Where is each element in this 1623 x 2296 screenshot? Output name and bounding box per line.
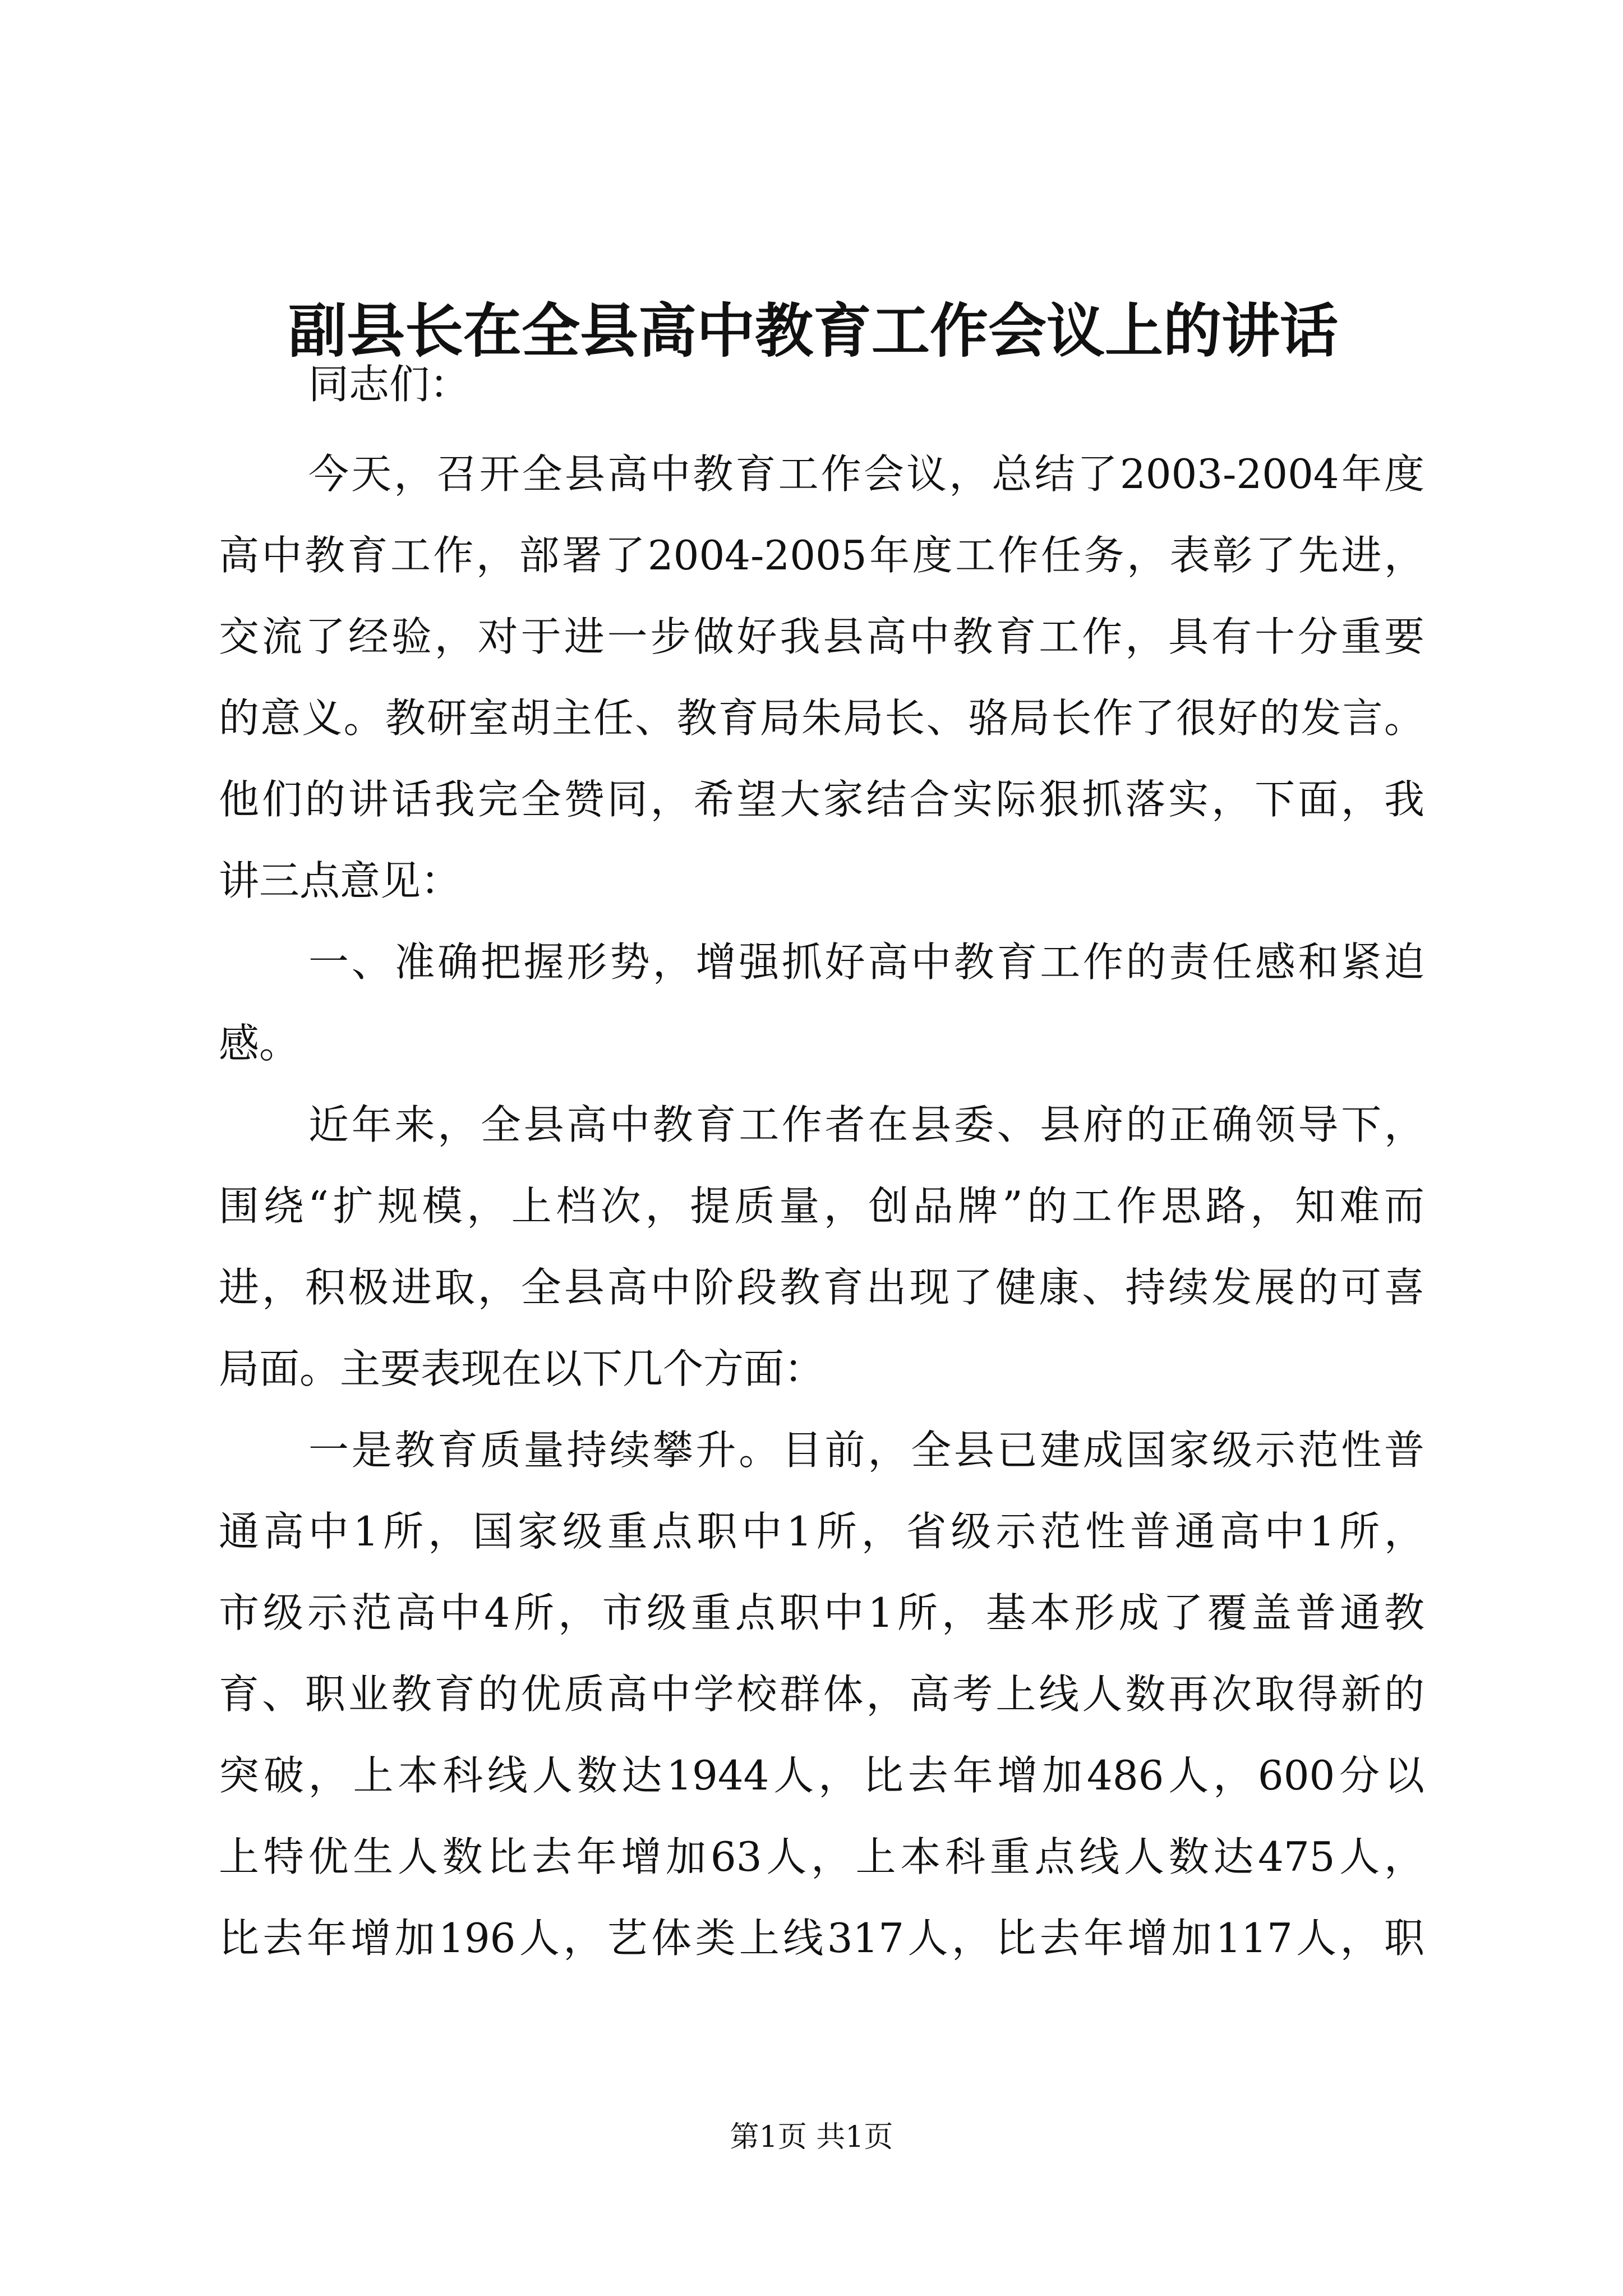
paragraph-line: 同志们： [308, 361, 471, 408]
paragraph-line: 交流了经验，对于进一步做好我县高中教育工作，具有十分重要 [219, 613, 1424, 660]
paragraph-line: 一、准确把握形势，增强抓好高中教育工作的责任感和紧迫 [308, 938, 1424, 986]
paragraph-line: 通高中1所，国家级重点职中1所，省级示范性普通高中1所， [219, 1508, 1424, 1555]
paragraph-line: 的意义。教研室胡主任、教育局朱局长、骆局长作了很好的发言。 [219, 694, 1424, 742]
paragraph-line: 局面。主要表现在以下几个方面： [219, 1345, 825, 1392]
paragraph-line: 讲三点意见： [219, 857, 462, 904]
paragraph-line: 近年来，全县高中教育工作者在县委、县府的正确领导下， [308, 1101, 1424, 1148]
paragraph-line: 他们的讲话我完全赞同，希望大家结合实际狠抓落实，下面，我 [219, 776, 1424, 823]
paragraph-line: 比去年增加196人，艺体类上线317人，比去年增加117人，职 [219, 1915, 1424, 1962]
paragraph-line: 上特优生人数比去年增加63人，上本科重点线人数达475人， [219, 1833, 1424, 1880]
paragraph-line: 进，积极进取，全县高中阶段教育出现了健康、持续发展的可喜 [219, 1264, 1424, 1311]
paragraph-line: 一是教育质量持续攀升。目前，全县已建成国家级示范性普 [308, 1427, 1424, 1474]
paragraph-line: 今天，召开全县高中教育工作会议，总结了2003-2004年度 [308, 450, 1424, 498]
paragraph-line: 高中教育工作，部署了2004-2005年度工作任务，表彰了先进， [219, 532, 1424, 579]
paragraph-line: 感。 [219, 1020, 300, 1067]
paragraph-line: 突破，上本科线人数达1944人，比去年增加486人，600分以 [219, 1752, 1424, 1799]
page-footer: 第1页 共1页 [730, 2120, 893, 2154]
paragraph-line: 育、职业教育的优质高中学校群体，高考上线人数再次取得新的 [219, 1671, 1424, 1718]
paragraph-line: 围绕“扩规模，上档次，提质量，创品牌”的工作思路，知难而 [219, 1182, 1424, 1230]
paragraph-line: 市级示范高中4所，市级重点职中1所，基本形成了覆盖普通教 [219, 1589, 1424, 1636]
document-title: 副县长在全县高中教育工作会议上的讲话 [288, 296, 1338, 365]
